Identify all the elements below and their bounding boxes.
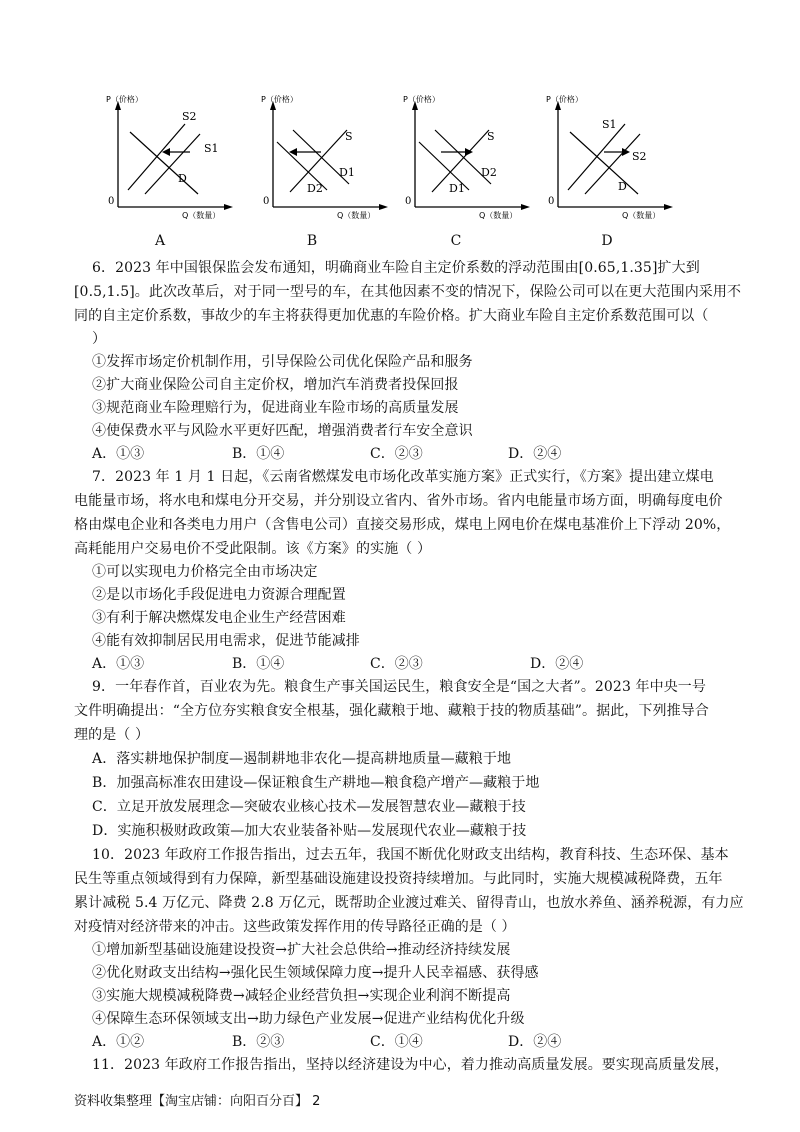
curve-label: S [487,130,495,143]
axis-q-label: Q（数量） [182,211,221,220]
graph-c-svg [397,92,537,227]
option-c[interactable]: C．②③ [370,446,423,462]
graph-d [540,92,680,227]
supply-curve-s2 [128,124,185,190]
origin-label: 0 [263,196,270,207]
question-10-text: 对疫情对经济带来的冲击。这些政策发挥作用的传导路径正确的是（ ） [74,919,516,935]
curve-label: D1 [339,166,355,179]
question-6-item: ④使保费水平与风险水平更好匹配，增强消费者行车安全意识 [92,423,473,439]
option-c[interactable]: C．②③ [370,656,423,672]
curve-label: D [178,172,187,185]
graph-d-svg [540,92,680,227]
supply-curve-s1 [568,124,625,190]
question-9-text: 9．一年春作首，百业农为先。粮食生产事关国运民生，粮食安全是“国之大者”。2023 年中央一号 [92,679,706,695]
question-6-paren: ） [92,331,107,347]
graph-a [100,92,240,227]
curve-label: D [618,180,627,193]
question-10-text: 累计减税 5.4 万亿元、降费 2.8 万亿元，既帮助企业渡过难关、留得青山，也放水养鱼、涵养税源，有力应 [74,895,744,911]
option-b[interactable]: B．①④ [232,446,285,462]
axis-q-label: Q（数量） [337,211,376,220]
axis-q-label: Q（数量） [479,211,518,220]
option-b[interactable]: B．②③ [232,1034,285,1050]
graph-a-label: A [154,233,166,249]
curve-label: S1 [602,118,617,131]
origin-label: 0 [548,196,555,207]
supply-curve-s2 [585,134,640,194]
axis-p-label: P（价格） [546,95,583,104]
graph-b [255,92,395,227]
graph-b-svg [255,92,395,227]
curve-label: S [345,130,353,143]
option-b[interactable]: B．①④ [232,656,285,672]
question-7-item: ①可以实现电力价格完全由市场决定 [92,564,318,580]
curve-label: D2 [307,182,323,195]
question-9-text: 文件明确提出：“全方位夯实粮食安全根基，强化藏粮于地、藏粮于技的物质基础”。据此，下列推导合 [74,703,709,719]
question-6-text: 同的自主定价系数，事故少的车主将获得更加优惠的车险价格。扩大商业车险自主定价系数范围可以（ [74,308,709,324]
graph-d-label: D [601,233,613,249]
curve-label: D2 [481,166,497,179]
supply-curve-s1 [145,134,200,194]
demand-curve-d [570,132,638,194]
graph-c [397,92,537,227]
question-7-item: ③有利于解决燃煤发电企业生产经营困难 [92,610,346,626]
option-c[interactable]: C．立足开放发展理念—突破农业核心技术—发展智慧农业—藏粮于技 [92,799,526,815]
option-d[interactable]: D．实施积极财政政策—加大农业装备补贴—发展现代农业—藏粮于技 [92,823,527,839]
origin-label: 0 [405,196,412,207]
option-d[interactable]: D．②④ [508,1034,562,1050]
curve-label: S2 [632,150,647,163]
page-footer: 资料收集整理【淘宝店铺：向阳百分百】 2 [74,1094,321,1109]
question-7-item: ②是以市场化手段促进电力资源合理配置 [92,587,346,603]
question-7-text: 7．2023 年 1 月 1 日起，《云南省燃煤发电市场化改革实施方案》正式实行，《方案》提出建立煤电 [92,469,714,485]
origin-label: 0 [108,196,115,207]
curve-label: S2 [182,110,197,123]
option-d[interactable]: D．②④ [530,656,584,672]
question-10-item: ④保障生态环保领域支出→助力绿色产业发展→促进产业结构优化升级 [92,1011,525,1027]
question-10-item: ②优化财政支出结构→强化民生领域保障力度→提升人民幸福感、获得感 [92,965,539,981]
question-7-text: 电能量市场，将水电和煤电分开交易，并分别设立省内、省外市场。省内电能量市场方面，明确每度电价 [74,493,723,509]
axis-q-label: Q（数量） [622,211,661,220]
question-7-text: 高耗能用户交易电价不受此限制。该《方案》的实施（ ） [74,541,432,557]
axis-p-label: P（价格） [403,95,440,104]
question-7-text: 格由煤电企业和各类电力用户（含售电公司）直接交易形成，煤电上网电价在煤电基准价上下浮动 20%， [74,517,731,533]
question-10-item: ③实施大规模减税降费→减轻企业经营负担→实现企业利润不断提高 [92,988,511,1004]
option-d[interactable]: D．②④ [508,446,562,462]
curve-label: S1 [204,142,219,155]
axis-p-label: P（价格） [106,95,143,104]
question-10-text: 10．2023 年政府工作报告指出，过去五年，我国不断优化财政支出结构，教育科技、生态环保、基本 [92,847,729,863]
option-a[interactable]: A．落实耕地保护制度—遏制耕地非农化—提高耕地质量—藏粮于地 [92,751,512,767]
question-7-item: ④能有效抑制居民用电需求，促进节能减排 [92,633,360,649]
question-9-text: 理的是（ ） [74,727,150,743]
question-6-item: ③规范商业车险理赔行为，促进商业车险市场的高质量发展 [92,400,459,416]
option-a[interactable]: A．①② [92,1034,145,1050]
graph-c-label: C [450,233,462,249]
curve-label: D1 [449,182,465,195]
question-6-text: [0.5,1.5]。此次改革后，对于同一型号的车，在其他因素不变的情况下，保险公司可以在更大范围内采用不 [74,284,742,300]
question-6-item: ①发挥市场定价机制作用，引导保险公司优化保险产品和服务 [92,354,473,370]
option-a[interactable]: A．①③ [92,446,145,462]
option-a[interactable]: A．①③ [92,656,145,672]
demand-curve-d [130,132,198,194]
option-c[interactable]: C．①④ [370,1034,423,1050]
axis-p-label: P（价格） [261,95,298,104]
question-10-text: 民生等重点领域得到有力保障，新型基础设施建设投资持续增加。与此同时，实施大规模减税降费，五年 [74,871,723,887]
graph-b-label: B [306,233,318,249]
option-b[interactable]: B．加强高标准农田建设—保证粮食生产耕地—粮食稳产增产—藏粮于地 [92,775,540,791]
question-10-item: ①增加新型基础设施建设投资→扩大社会总供给→推动经济持续发展 [92,942,511,958]
question-6-item: ②扩大商业保险公司自主定价权，增加汽车消费者投保回报 [92,377,459,393]
graph-a-svg [100,92,240,227]
question-6-text: 6．2023 年中国银保监会发布通知，明确商业车险自主定价系数的浮动范围由[0.65,1.35]扩大到 [92,260,700,276]
question-11-text: 11．2023 年政府工作报告指出，坚持以经济建设为中心，着力推动高质量发展。要实现高质量发展， [92,1057,729,1073]
